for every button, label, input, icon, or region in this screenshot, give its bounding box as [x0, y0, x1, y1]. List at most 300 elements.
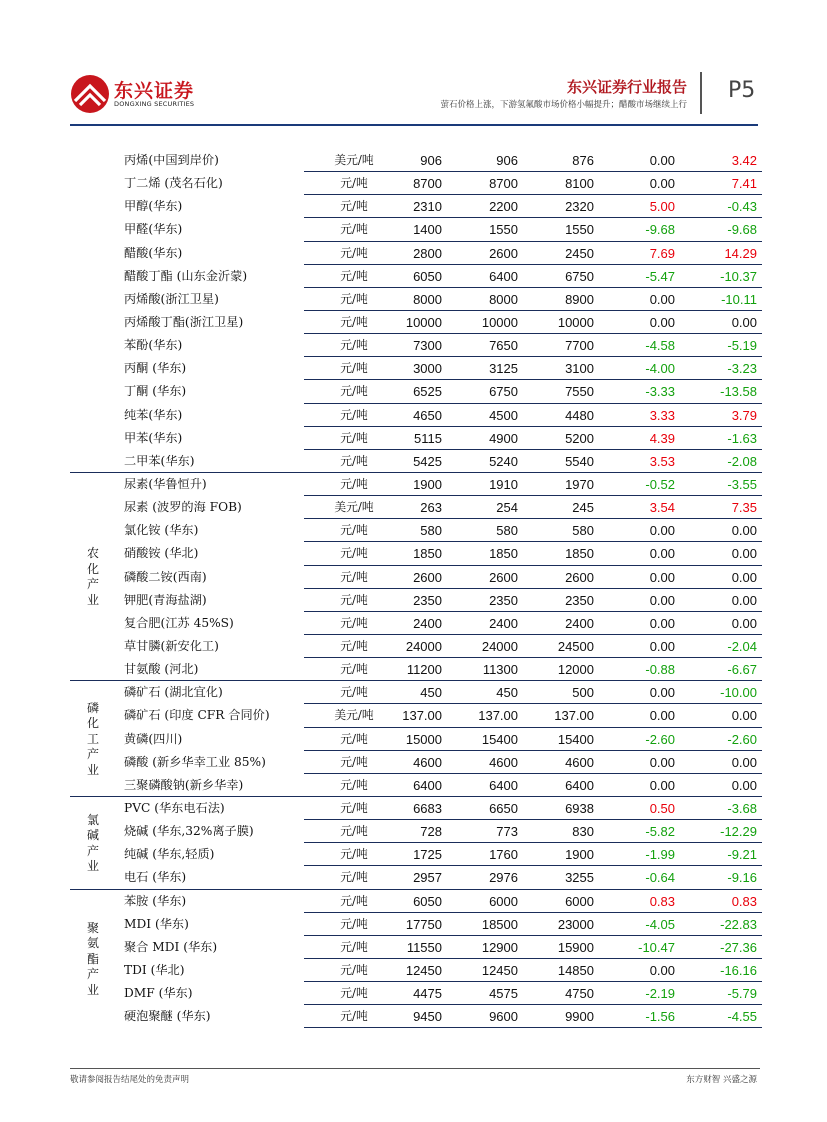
- unit-cell: 元/吨: [340, 1009, 368, 1024]
- weekly-change-cell: -4.05: [645, 916, 675, 932]
- monthly-change-cell: -12.29: [720, 824, 757, 840]
- price-prev-month-cell: 3255: [565, 870, 594, 886]
- weekly-change-cell: 7.69: [649, 245, 675, 261]
- monthly-change-cell: 0.83: [731, 893, 757, 909]
- unit-cell: 元/吨: [340, 777, 368, 792]
- price-prev-month-cell: 6000: [565, 893, 594, 909]
- price-prev-month-cell: 4480: [565, 407, 594, 423]
- product-name-cell: 醋酸丁酯 (山东金沂蒙): [124, 268, 248, 283]
- price-prev-month-cell: 9900: [565, 1009, 594, 1025]
- price-prev-week-cell: 6650: [489, 800, 518, 816]
- price-current-cell: 6050: [413, 268, 442, 284]
- monthly-change-cell: -9.68: [727, 222, 757, 238]
- weekly-change-cell: -10.47: [638, 939, 675, 955]
- report-subtitle: 萤石价格上涨，下游氢氟酸市场价格小幅提升；醋酸市场继续上行: [440, 100, 687, 110]
- product-name-cell: 丙烯酸(浙江卫星): [124, 291, 219, 306]
- table-row: [70, 311, 762, 334]
- unit-cell: 美元/吨: [334, 153, 374, 167]
- price-prev-week-cell: 18500: [481, 916, 518, 932]
- page-number: P5: [728, 78, 756, 103]
- weekly-change-cell: 3.33: [649, 407, 675, 423]
- price-current-cell: 137.00: [402, 708, 442, 724]
- weekly-change-cell: 0.00: [649, 592, 675, 608]
- price-current-cell: 4650: [413, 407, 442, 423]
- monthly-change-cell: -13.58: [720, 384, 757, 400]
- product-name-cell: TDI (华北): [124, 962, 185, 977]
- unit-cell: 元/吨: [340, 986, 368, 1001]
- weekly-change-cell: 0.00: [649, 777, 675, 793]
- weekly-change-cell: 0.83: [649, 893, 675, 909]
- table-row: [70, 195, 762, 218]
- table-row: [70, 1005, 762, 1028]
- price-prev-week-cell: 1850: [489, 546, 518, 562]
- monthly-change-cell: -0.43: [727, 199, 757, 215]
- monthly-change-cell: 0.00: [731, 777, 757, 793]
- product-name-cell: 聚合 MDI (华东): [124, 939, 218, 954]
- monthly-change-cell: -2.08: [727, 453, 757, 469]
- price-prev-month-cell: 5540: [565, 453, 594, 469]
- section-divider: [70, 680, 762, 681]
- price-prev-month-cell: 1850: [565, 546, 594, 562]
- table-row: [70, 149, 762, 172]
- weekly-change-cell: 0.00: [649, 569, 675, 585]
- price-current-cell: 2400: [413, 615, 442, 631]
- section-label: 磷 化 工 产 业: [86, 700, 99, 777]
- price-current-cell: 2310: [413, 199, 442, 215]
- price-prev-week-cell: 450: [496, 685, 518, 701]
- product-name-cell: 纯碱 (华东,轻质): [124, 847, 215, 862]
- header-divider: [700, 72, 702, 114]
- unit-cell: 元/吨: [340, 638, 368, 653]
- table-row: [70, 334, 762, 357]
- price-current-cell: 6050: [413, 893, 442, 909]
- monthly-change-cell: 0.00: [731, 615, 757, 631]
- table-row: [70, 450, 762, 473]
- product-name-cell: 醋酸(华东): [124, 245, 183, 260]
- monthly-change-cell: 0.00: [731, 569, 757, 585]
- monthly-change-cell: 0.00: [731, 314, 757, 330]
- section-divider: [70, 889, 762, 890]
- price-prev-week-cell: 2976: [489, 870, 518, 886]
- unit-cell: 元/吨: [340, 916, 368, 931]
- product-name-cell: 纯苯(华东): [124, 407, 183, 422]
- product-name-cell: 黄磷(四川): [124, 731, 183, 746]
- monthly-change-cell: -10.37: [720, 268, 757, 284]
- price-prev-month-cell: 2400: [565, 615, 594, 631]
- weekly-change-cell: -1.99: [645, 847, 675, 863]
- price-prev-week-cell: 2200: [489, 199, 518, 215]
- product-name-cell: 磷酸 (新乡华幸工业 85%): [124, 754, 266, 769]
- weekly-change-cell: 3.53: [649, 453, 675, 469]
- price-prev-month-cell: 500: [572, 685, 594, 701]
- table-row: [70, 704, 762, 727]
- price-current-cell: 1850: [413, 546, 442, 562]
- monthly-change-cell: -6.67: [727, 662, 757, 678]
- table-row: [70, 357, 762, 380]
- table-row: [70, 797, 762, 820]
- table-row: [70, 820, 762, 843]
- price-current-cell: 12450: [405, 962, 442, 978]
- price-prev-week-cell: 2600: [489, 245, 518, 261]
- table-row: [70, 751, 762, 774]
- unit-cell: 元/吨: [340, 245, 368, 260]
- monthly-change-cell: -1.63: [727, 430, 757, 446]
- monthly-change-cell: -16.16: [720, 962, 757, 978]
- price-prev-week-cell: 773: [496, 824, 518, 840]
- monthly-change-cell: -9.21: [727, 847, 757, 863]
- price-prev-week-cell: 2400: [489, 615, 518, 631]
- price-table: [70, 149, 762, 1028]
- product-name-cell: 二甲苯(华东): [124, 453, 195, 468]
- price-prev-week-cell: 4900: [489, 430, 518, 446]
- price-prev-month-cell: 4600: [565, 754, 594, 770]
- price-current-cell: 1400: [413, 222, 442, 238]
- weekly-change-cell: 0.00: [649, 754, 675, 770]
- price-prev-week-cell: 5240: [489, 453, 518, 469]
- price-prev-week-cell: 6000: [489, 893, 518, 909]
- table-row: [70, 288, 762, 311]
- price-prev-month-cell: 830: [572, 824, 594, 840]
- price-current-cell: 2957: [413, 870, 442, 886]
- price-prev-week-cell: 137.00: [478, 708, 518, 724]
- price-prev-week-cell: 906: [496, 153, 518, 168]
- monthly-change-cell: 0.00: [731, 708, 757, 724]
- unit-cell: 元/吨: [340, 685, 368, 700]
- unit-cell: 美元/吨: [334, 500, 374, 515]
- price-prev-month-cell: 245: [572, 500, 594, 516]
- price-prev-week-cell: 1550: [489, 222, 518, 238]
- product-name-cell: 烧碱 (华东,32%离子膜): [124, 824, 254, 839]
- price-current-cell: 1725: [413, 847, 442, 863]
- product-name-cell: 丁二烯 (茂名石化): [124, 176, 223, 191]
- weekly-change-cell: -5.82: [645, 824, 675, 840]
- section-divider: [70, 472, 762, 473]
- price-prev-month-cell: 2600: [565, 569, 594, 585]
- weekly-change-cell: -0.64: [645, 870, 675, 886]
- weekly-change-cell: -2.19: [645, 986, 675, 1002]
- weekly-change-cell: -4.58: [645, 338, 675, 354]
- table-row: [70, 866, 762, 889]
- price-prev-week-cell: 6400: [489, 268, 518, 284]
- monthly-change-cell: -3.68: [727, 800, 757, 816]
- product-name-cell: 三聚磷酸钠(新乡华幸): [124, 777, 244, 792]
- table-row: [70, 542, 762, 565]
- weekly-change-cell: 5.00: [649, 199, 675, 215]
- price-current-cell: 6525: [413, 384, 442, 400]
- table-row: [70, 913, 762, 936]
- product-name-cell: 硬泡聚醚 (华东): [124, 1009, 211, 1024]
- price-current-cell: 15000: [405, 731, 442, 747]
- monthly-change-cell: 0.00: [731, 546, 757, 562]
- table-row: [70, 380, 762, 403]
- unit-cell: 元/吨: [340, 870, 368, 885]
- table-row: [70, 242, 762, 265]
- weekly-change-cell: -9.68: [645, 222, 675, 238]
- weekly-change-cell: -4.00: [645, 361, 675, 377]
- logo-text-cn: 东兴证券: [114, 80, 195, 102]
- price-current-cell: 6400: [413, 777, 442, 793]
- table-row: [70, 635, 762, 658]
- weekly-change-cell: 0.00: [649, 153, 675, 168]
- price-prev-month-cell: 2320: [565, 199, 594, 215]
- price-current-cell: 6683: [413, 800, 442, 816]
- price-prev-month-cell: 8900: [565, 291, 594, 307]
- weekly-change-cell: 0.50: [649, 800, 675, 816]
- price-current-cell: 728: [420, 824, 442, 840]
- product-name-cell: 草甘膦(新安化工): [124, 638, 219, 653]
- price-prev-month-cell: 10000: [557, 314, 594, 330]
- price-prev-month-cell: 876: [572, 153, 594, 168]
- unit-cell: 元/吨: [340, 824, 368, 839]
- price-prev-month-cell: 6400: [565, 777, 594, 793]
- weekly-change-cell: -0.88: [645, 662, 675, 678]
- price-prev-week-cell: 10000: [481, 314, 518, 330]
- weekly-change-cell: 0.00: [649, 615, 675, 631]
- table-row: [70, 982, 762, 1005]
- unit-cell: 元/吨: [340, 338, 368, 353]
- price-prev-week-cell: 11300: [482, 662, 518, 678]
- table-row: [70, 218, 762, 241]
- price-prev-month-cell: 6938: [565, 800, 594, 816]
- price-prev-month-cell: 8100: [565, 176, 594, 192]
- weekly-change-cell: 0.00: [649, 291, 675, 307]
- report-header: [0, 0, 827, 130]
- price-prev-week-cell: 6400: [489, 777, 518, 793]
- price-prev-week-cell: 8000: [489, 291, 518, 307]
- product-name-cell: 电石 (华东): [124, 870, 187, 885]
- price-current-cell: 2800: [413, 245, 442, 261]
- table-row: [70, 612, 762, 635]
- price-prev-month-cell: 23000: [557, 916, 594, 932]
- price-prev-month-cell: 7550: [565, 384, 594, 400]
- footer-slogan: 东方财智 兴盛之源: [686, 1075, 757, 1085]
- weekly-change-cell: 0.00: [649, 314, 675, 330]
- unit-cell: 元/吨: [340, 546, 368, 561]
- weekly-change-cell: 0.00: [649, 546, 675, 562]
- price-current-cell: 450: [420, 685, 442, 701]
- price-prev-week-cell: 580: [496, 523, 518, 539]
- monthly-change-cell: -5.79: [727, 986, 757, 1002]
- price-current-cell: 11200: [406, 662, 442, 678]
- weekly-change-cell: -2.60: [645, 731, 675, 747]
- product-name-cell: 甲醇(华东): [124, 199, 183, 214]
- unit-cell: 元/吨: [340, 731, 368, 746]
- monthly-change-cell: 3.79: [731, 407, 757, 423]
- product-name-cell: 甲苯(华东): [124, 430, 183, 445]
- table-row: [70, 843, 762, 866]
- table-row: [70, 728, 762, 751]
- price-current-cell: 7300: [413, 338, 442, 354]
- product-name-cell: 氯化铵 (华东): [124, 523, 199, 538]
- section-label: 农 化 产 业: [86, 546, 99, 607]
- price-current-cell: 8000: [413, 291, 442, 307]
- price-prev-week-cell: 15400: [481, 731, 518, 747]
- unit-cell: 元/吨: [340, 453, 368, 468]
- price-prev-week-cell: 4500: [489, 407, 518, 423]
- monthly-change-cell: -9.16: [727, 870, 757, 886]
- unit-cell: 元/吨: [340, 314, 368, 329]
- report-title: 东兴证券行业报告: [566, 78, 687, 96]
- price-prev-week-cell: 3125: [489, 361, 518, 377]
- product-name-cell: 磷酸二铵(西南): [124, 569, 207, 584]
- table-row: [70, 172, 762, 195]
- unit-cell: 元/吨: [340, 662, 368, 677]
- product-name-cell: 丙烯(中国到岸价): [124, 153, 219, 167]
- monthly-change-cell: -3.23: [727, 361, 757, 377]
- footer-rule: [70, 1068, 760, 1069]
- product-name-cell: 磷矿石 (湖北宜化): [124, 685, 223, 700]
- product-name-cell: 复合肥(江苏 45%S): [124, 615, 234, 630]
- price-prev-month-cell: 5200: [565, 430, 594, 446]
- price-current-cell: 2350: [413, 592, 442, 608]
- monthly-change-cell: -3.55: [727, 476, 757, 492]
- price-prev-week-cell: 1910: [489, 476, 518, 492]
- price-current-cell: 263: [420, 500, 442, 516]
- monthly-change-cell: 0.00: [731, 592, 757, 608]
- price-prev-week-cell: 8700: [489, 176, 518, 192]
- price-current-cell: 8700: [413, 176, 442, 192]
- price-prev-month-cell: 2450: [565, 245, 594, 261]
- table-row: [70, 936, 762, 959]
- price-prev-week-cell: 24000: [481, 638, 518, 654]
- price-current-cell: 3000: [413, 361, 442, 377]
- unit-cell: 元/吨: [340, 615, 368, 630]
- monthly-change-cell: -4.55: [727, 1009, 757, 1025]
- product-name-cell: MDI (华东): [124, 916, 189, 931]
- price-current-cell: 11550: [406, 939, 442, 955]
- unit-cell: 元/吨: [340, 847, 368, 862]
- unit-cell: 元/吨: [340, 222, 368, 237]
- price-prev-week-cell: 254: [496, 500, 518, 516]
- price-prev-month-cell: 12000: [557, 662, 594, 678]
- product-name-cell: 尿素(华鲁恒升): [124, 476, 207, 491]
- price-prev-month-cell: 1970: [565, 476, 594, 492]
- unit-cell: 元/吨: [340, 407, 368, 422]
- unit-cell: 元/吨: [340, 800, 368, 815]
- price-prev-month-cell: 2350: [565, 592, 594, 608]
- weekly-change-cell: 0.00: [649, 638, 675, 654]
- price-current-cell: 17750: [405, 916, 442, 932]
- section-label: 氯 碱 产 业: [86, 812, 99, 873]
- table-row: [70, 496, 762, 519]
- product-name-cell: 苯胺 (华东): [124, 893, 187, 908]
- price-prev-month-cell: 15400: [557, 731, 594, 747]
- table-row: [70, 589, 762, 612]
- price-prev-week-cell: 12450: [481, 962, 518, 978]
- weekly-change-cell: 0.00: [649, 523, 675, 539]
- unit-cell: 元/吨: [340, 754, 368, 769]
- unit-cell: 元/吨: [340, 939, 368, 954]
- monthly-change-cell: 7.35: [731, 500, 757, 516]
- product-name-cell: DMF (华东): [124, 986, 193, 1001]
- weekly-change-cell: -3.33: [645, 384, 675, 400]
- price-prev-month-cell: 580: [572, 523, 594, 539]
- table-row: [70, 473, 762, 496]
- monthly-change-cell: 3.42: [731, 153, 757, 168]
- product-name-cell: 丙酮 (华东): [124, 361, 187, 376]
- product-name-cell: 甘氨酸 (河北): [124, 662, 199, 677]
- table-row: [70, 404, 762, 427]
- product-name-cell: 磷矿石 (印度 CFR 合同价): [124, 708, 270, 723]
- price-current-cell: 580: [420, 523, 442, 539]
- price-current-cell: 5425: [413, 453, 442, 469]
- weekly-change-cell: 0.00: [649, 962, 675, 978]
- monthly-change-cell: -27.36: [720, 939, 757, 955]
- table-row: [70, 265, 762, 288]
- table-row: [70, 427, 762, 450]
- unit-cell: 元/吨: [340, 176, 368, 191]
- product-name-cell: 丁酮 (华东): [124, 384, 187, 399]
- table-row: [70, 519, 762, 542]
- price-current-cell: 24000: [405, 638, 442, 654]
- monthly-change-cell: 0.00: [731, 523, 757, 539]
- price-current-cell: 4475: [413, 986, 442, 1002]
- price-prev-week-cell: 12900: [481, 939, 518, 955]
- table-row: [70, 566, 762, 589]
- weekly-change-cell: -5.47: [645, 268, 675, 284]
- section-divider: [70, 796, 762, 797]
- weekly-change-cell: -1.56: [645, 1009, 675, 1025]
- product-name-cell: 甲醛(华东): [124, 222, 183, 237]
- price-current-cell: 4600: [413, 754, 442, 770]
- monthly-change-cell: 14.29: [724, 245, 757, 261]
- price-prev-month-cell: 137.00: [554, 708, 594, 724]
- table-row: [70, 959, 762, 982]
- price-prev-week-cell: 2600: [489, 569, 518, 585]
- product-name-cell: 苯酚(华东): [124, 338, 183, 353]
- unit-cell: 元/吨: [340, 962, 368, 977]
- weekly-change-cell: 0.00: [649, 176, 675, 192]
- price-prev-month-cell: 24500: [557, 638, 594, 654]
- unit-cell: 元/吨: [340, 361, 368, 376]
- price-prev-month-cell: 7700: [565, 338, 594, 354]
- unit-cell: 元/吨: [340, 476, 368, 491]
- product-name-cell: 钾肥(青海盐湖): [124, 592, 207, 607]
- weekly-change-cell: 3.54: [649, 500, 675, 516]
- price-prev-week-cell: 1760: [489, 847, 518, 863]
- price-current-cell: 10000: [405, 314, 442, 330]
- unit-cell: 元/吨: [340, 291, 368, 306]
- price-prev-week-cell: 4575: [489, 986, 518, 1002]
- price-prev-month-cell: 6750: [565, 268, 594, 284]
- price-prev-month-cell: 15900: [557, 939, 594, 955]
- footer-disclaimer: 敬请参阅报告结尾处的免责声明: [70, 1075, 190, 1085]
- unit-cell: 元/吨: [340, 893, 368, 908]
- price-prev-month-cell: 14850: [557, 962, 594, 978]
- price-current-cell: 2600: [413, 569, 442, 585]
- product-name-cell: PVC (华东电石法): [124, 800, 225, 815]
- section-label: 聚 氨 酯 产 业: [86, 920, 99, 997]
- unit-cell: 元/吨: [340, 268, 368, 283]
- product-name-cell: 丙烯酸丁酯(浙江卫星): [124, 314, 244, 329]
- unit-cell: 元/吨: [340, 523, 368, 538]
- product-name-cell: 尿素 (波罗的海 FOB): [124, 500, 242, 515]
- unit-cell: 元/吨: [340, 384, 368, 399]
- price-prev-week-cell: 2350: [489, 592, 518, 608]
- price-prev-week-cell: 4600: [489, 754, 518, 770]
- monthly-change-cell: 0.00: [731, 754, 757, 770]
- row-divider: [304, 1027, 762, 1028]
- price-prev-week-cell: 7650: [489, 338, 518, 354]
- monthly-change-cell: -2.60: [727, 731, 757, 747]
- table-row: [70, 658, 762, 681]
- weekly-change-cell: 4.39: [649, 430, 675, 446]
- price-current-cell: 5115: [414, 430, 442, 446]
- unit-cell: 美元/吨: [334, 708, 374, 723]
- price-prev-week-cell: 6750: [489, 384, 518, 400]
- monthly-change-cell: -10.11: [721, 291, 757, 307]
- product-name-cell: 硝酸铵 (华北): [124, 546, 199, 561]
